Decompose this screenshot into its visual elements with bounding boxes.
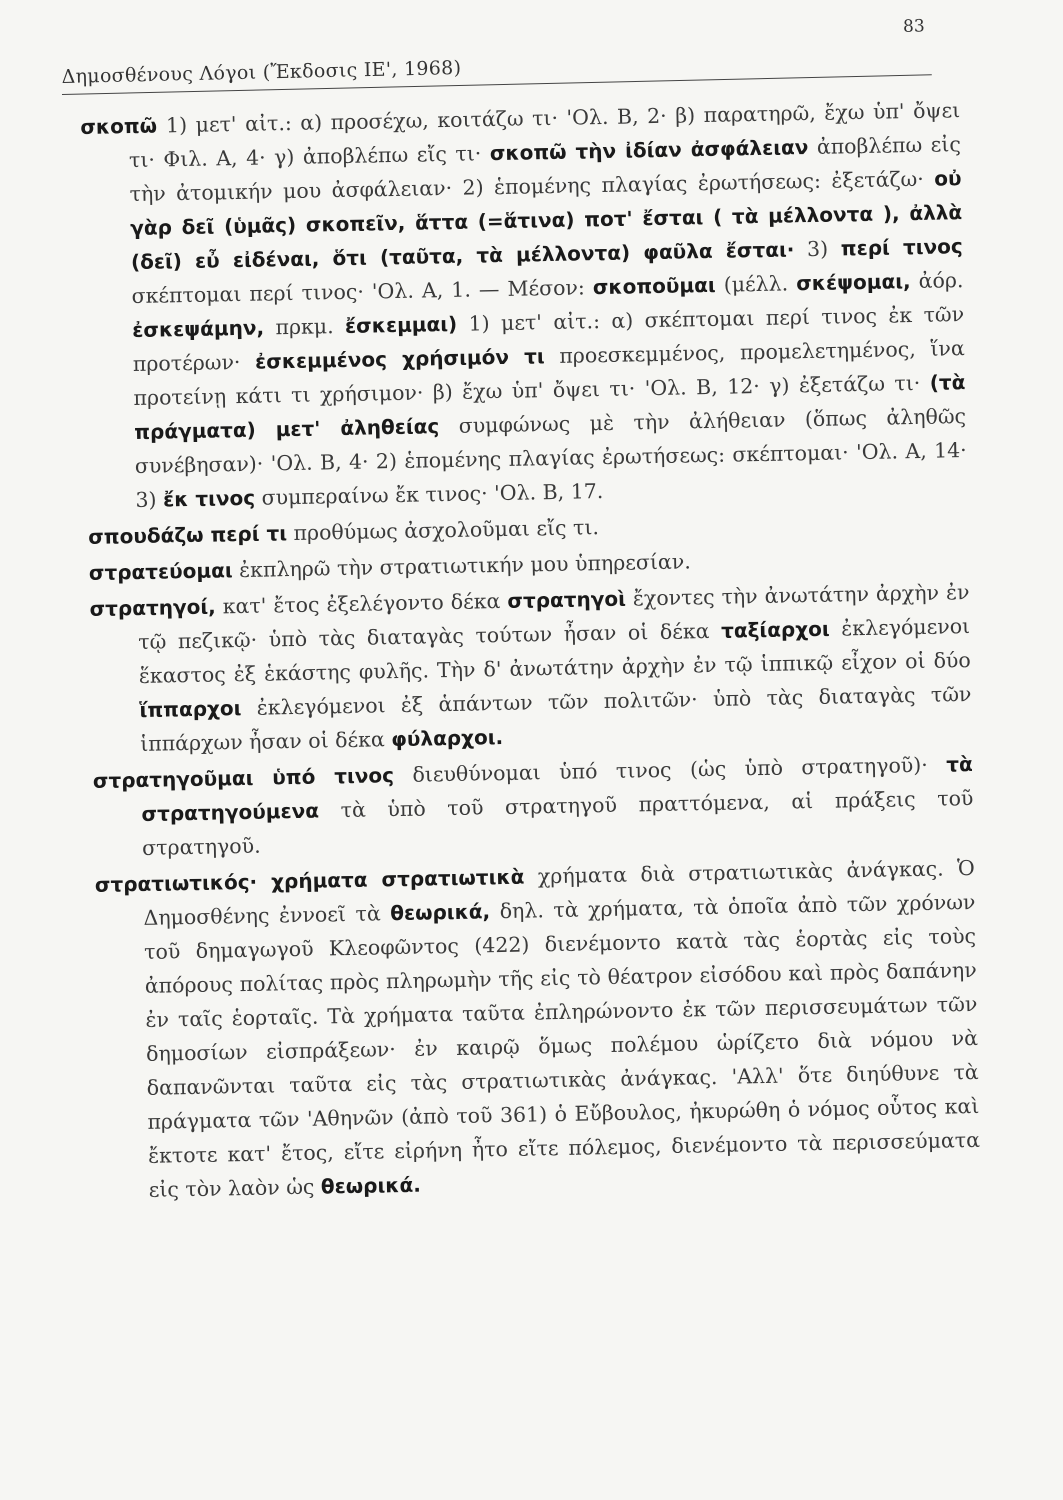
entry-bold-phrase: ταξίαρχοι bbox=[720, 616, 830, 643]
entry-bold-phrase: φύλαρχοι. bbox=[391, 724, 504, 752]
entry-bold-phrase: ἔκ τινος bbox=[162, 485, 256, 512]
page-number: 83 bbox=[902, 16, 925, 37]
entry-bold-phrase: (τὰ πράγματα) μετ' ἀληθείας bbox=[133, 370, 966, 445]
entry-text: (μέλλ. bbox=[715, 271, 797, 297]
entry-text: συμπεραίνω ἔκ τινος· 'Ολ. Β, 17. bbox=[254, 479, 604, 510]
entry-bold-phrase: ἵππαρχοι bbox=[139, 696, 242, 722]
entry-text: κατ' ἔτος ἐξελέγοντο δέκα bbox=[215, 588, 508, 619]
entry-bold-phrase: ἔσκεμμαι) bbox=[344, 311, 458, 338]
entry-text: ἐκλεγόμενοι ἐξ ἁπάντων τῶν πολιτῶν· ὑπὸ τὰς διαταγὰς τῶν ἱππάρχων ἦσαν οἱ δέκα bbox=[139, 681, 972, 756]
glossary-entry bbox=[95, 851, 981, 1208]
entry-bold-phrase: θεωρικά. bbox=[320, 1172, 422, 1199]
entry-text: προεσκεμμένος, προμελετημένος, ἵνα προτείνῃ κάτι τι χρήσιμον· β) ἔχω ὑπ' ὄψει τι· 'Ολ. Β, 12· γ) ἐξετάζω τι· bbox=[133, 336, 965, 411]
entry-headword: στρατεύομαι bbox=[88, 558, 233, 585]
entry-bold-phrase: τὰ στρατηγούμενα bbox=[141, 751, 973, 826]
entry-text: 1) μετ' αἰτ.: α) σκέπτομαι περί τινος ἐκ τῶν προτέρων· bbox=[132, 302, 965, 377]
entry-bold-phrase: θεωρικά, bbox=[389, 899, 491, 926]
entry-text: τὰ ὑπὸ τοῦ στρατηγοῦ πραττόμενα, αἱ πράξεις τοῦ στρατηγοῦ. bbox=[141, 785, 974, 860]
entry-headword: στρατηγοῦμαι ὑπό τινος bbox=[92, 763, 395, 793]
entry-bold-phrase: στρατηγοὶ bbox=[507, 586, 627, 613]
entry-text: δηλ. τὰ χρήματα, τὰ ὁποῖα ἀπὸ τῶν χρόνων τοῦ δημαγωγοῦ Κλεοφῶντος (422) διενέμοντο κατὰ τὰς ἑορτὰς εἰς τοὺς ἀπόρους πολίτας πρὸς πληρωμὴν τῆς εἰς τὸ θέατρον εἰσόδου καὶ πρὸς δαπάνην ἐν ταῖς ἑορταῖς. Τὰ χρήματα ταῦτα ἐπληρώνοντο ἐκ τῶν περισσευμάτων τῶν δημοσίων εἰσπράξεων· ἐν καιρῷ ὅμως πολέμου ὡρίζετο διὰ νόμου νὰ δαπανῶνται ταῦτα εἰς τὰς στρατιωτικὰς ἀνάγκας. 'Αλλ' ὅτε διηύθυνε τὰ πράγματα τῶν 'Αθηνῶν (ἀπὸ τοῦ 361) ὁ Εὔβουλος, ἠκυρώθη ὁ νόμος οὗτος καὶ ἔκτοτε κατ' ἔτος, εἴτε εἰρήνη ἦτο εἴτε πόλεμος, διενέμοντο τὰ περισσεύματα εἰς τὸν λαὸν ὡς bbox=[143, 889, 981, 1202]
entry-text: πρκμ. bbox=[263, 313, 346, 340]
entry-headword: στρατιωτικός· χρήματα στρατιωτικὰ bbox=[94, 864, 525, 897]
running-title: Δημοσθένους Λόγοι (Ἔκδοσις ΙΕ', 1968) bbox=[61, 56, 462, 89]
glossary-entry bbox=[93, 747, 975, 866]
entry-text: προθύμως ἀσχολοῦμαι εἴς τι. bbox=[286, 515, 600, 546]
entry-text: ἀποβλέπω εἰς τὴν ἀτομικήν μου ἀσφάλειαν· 2) ἑπομένης πλαγίας ἐρωτήσεως: ἐξετάζω· bbox=[129, 132, 962, 207]
entry-text: διευθύνομαι ὑπό τινος (ὡς ὑπὸ στρατηγοῦ)· bbox=[393, 752, 947, 788]
entry-bold-phrase: οὐ γὰρ δεῖ (ὑμᾶς) σκοπεῖν, ἅττα (=ἅτινα) ποτ' ἔσται ( τὰ μέλλοντα ), ἀλλὰ (δεῖ) εὖ εἰδέναι, ὅτι (ταῦτα, τὰ μέλλοντα) φαῦλα ἔσται· bbox=[130, 166, 963, 275]
entry-text: ἐκπληρῶ τὴν στρατιωτικήν μου ὑπηρεσίαν. bbox=[232, 549, 691, 583]
entry-headword: σπουδάζω περί τι bbox=[87, 521, 288, 549]
glossary-entry bbox=[80, 93, 968, 518]
entry-text: χρήματα διὰ στρατιωτικὰς ἀνάγκας. Ὁ Δημοσθένης ἐννοεῖ τὰ bbox=[143, 855, 975, 930]
glossary-body bbox=[80, 93, 981, 1210]
entry-text: ἀόρ. bbox=[910, 268, 964, 294]
entry-bold-phrase: σκοποῦμαι bbox=[592, 272, 716, 300]
entry-headword: σκοπῶ bbox=[80, 113, 167, 139]
entry-text: συμφώνως μὲ τὴν ἀλήθειαν (ὅπως ἀληθῶς συνέβησαν)· 'Ολ. Β, 4· 2) ἑπομένης πλαγίας ἐρωτήσεως: σκέπτομαι· 'Ολ. Α, 14· 3) bbox=[134, 404, 967, 513]
entry-text: σκέπτομαι περί τινος· 'Ολ. Α, 1. — Μέσον: bbox=[131, 275, 594, 309]
entry-bold-phrase: σκοπῶ τὴν ἰδίαν ἀσφάλειαν bbox=[489, 135, 809, 166]
entry-text: 3) bbox=[794, 236, 842, 262]
glossary-entry bbox=[89, 575, 972, 762]
entry-bold-phrase: ἐσκεμμένος χρήσιμόν τι bbox=[254, 344, 545, 374]
entry-text: ἐκλεγόμενοι ἕκαστος ἐξ ἑκάστης φυλῆς. Τὴν δ' ἀνωτάτην ἀρχὴν ἐν τῷ ἱππικῷ εἶχον οἱ δύο bbox=[138, 614, 971, 688]
entry-bold-phrase: ἐσκεψάμην, bbox=[132, 315, 265, 343]
entry-text: 1) μετ' αἰτ.: α) προσέχω, κοιτάζω τι· 'Ολ. Β, 2· β) παρατηρῶ, ἔχω ὑπ' ὄψει τι· Φιλ. Α, 4· γ) ἀποβλέπω εἴς τι· bbox=[128, 98, 961, 173]
entry-text: ἔχοντες τὴν ἀνωτάτην ἀρχὴν ἐν τῷ πεζικῷ· ὑπὸ τὰς διαταγὰς τούτων ἦσαν οἱ δέκα bbox=[137, 580, 970, 654]
entry-headword: στρατηγοί, bbox=[89, 594, 216, 621]
entry-bold-phrase: περί τινος bbox=[840, 234, 963, 261]
entry-bold-phrase: σκέψομαι, bbox=[795, 269, 911, 296]
running-head bbox=[61, 16, 932, 95]
